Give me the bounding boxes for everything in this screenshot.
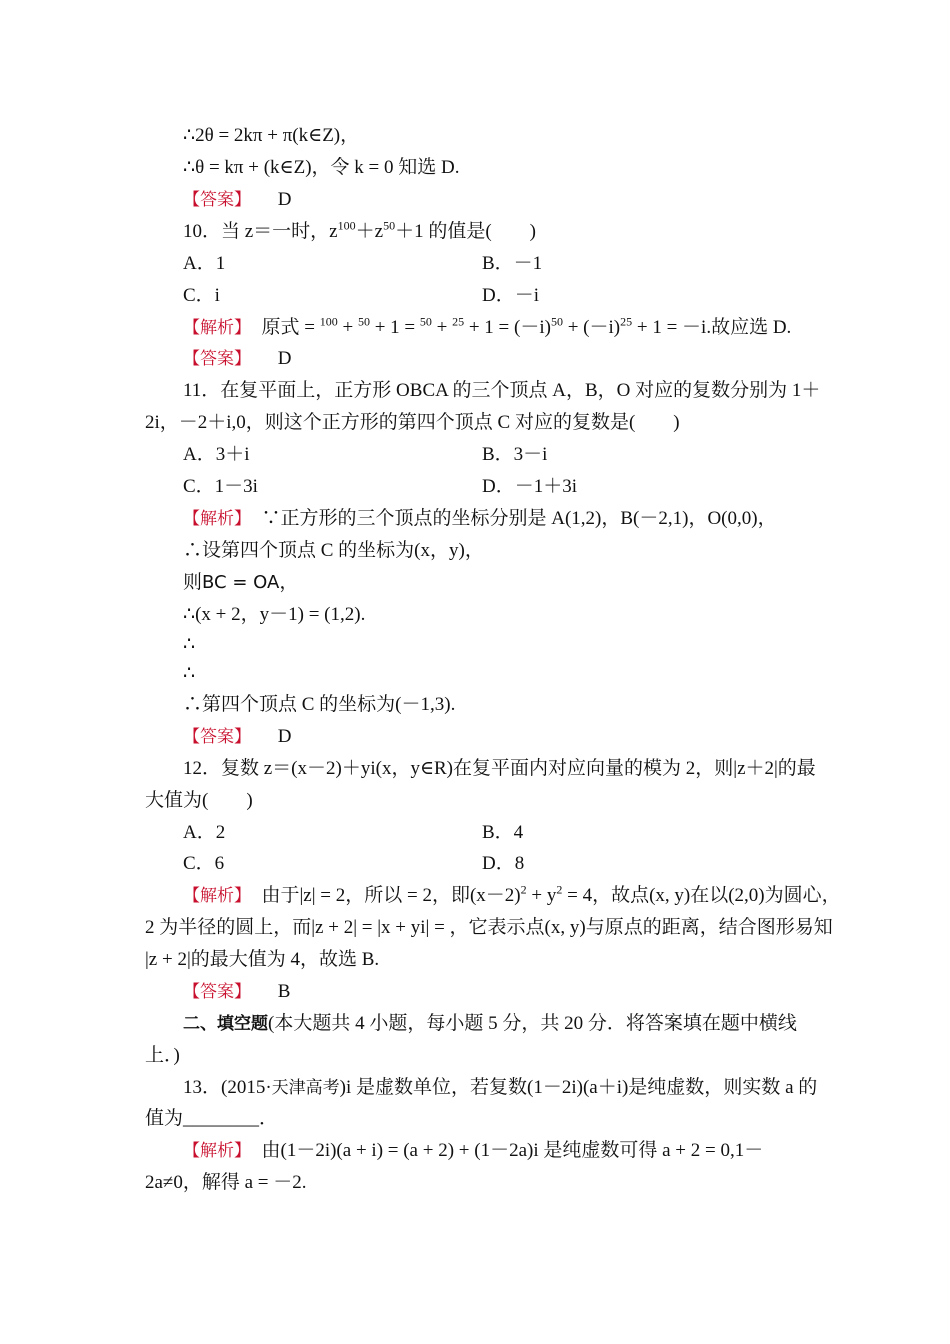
sol10-text: + (－i)	[562, 317, 621, 338]
sol10-sup: 50	[550, 314, 563, 329]
question-13-line-2: 值为________．	[145, 1108, 279, 1129]
question-11-line-2: 2i，－2＋i,0，则这个正方形的第四个顶点 C 对应的复数是( )	[145, 412, 680, 433]
solution-tag: 【解析】	[183, 886, 243, 906]
q12-option-a: A．2	[183, 822, 226, 843]
question-11-line-1: 11．在复平面上，正方形 OBCA 的三个顶点 A，B，O 对应的复数分别为 1＋	[183, 380, 821, 401]
q13-source: 天津高考	[271, 1078, 340, 1098]
solution-12-line-3: |z + 2|的最大值为 4，故选 B.	[145, 949, 380, 970]
question-12-line-1: 12．复数 z＝(x－2)＋yi(x，y∈R)在复平面内对应向量的模为 2，则|z＋2|的最	[183, 758, 816, 779]
sol12-sup: 2	[520, 882, 527, 897]
solution-11-line-3	[183, 571, 298, 595]
line-theta-2: ∴θ = kπ + (k∈Z)，令 k = 0 知选 D.	[183, 157, 460, 178]
section-2-line-2: 上．)	[145, 1045, 180, 1066]
q10-text: 10．当 z＝一时，z	[183, 221, 338, 242]
sol11-text: 则	[183, 572, 203, 593]
answer-value: D	[277, 348, 292, 369]
sol10-sup: 100	[319, 314, 338, 329]
q12-option-d: D．8	[482, 853, 525, 874]
sol10-sup: 50	[357, 314, 370, 329]
sol11-text: ∵正方形的三个顶点的坐标分别是 A(1,2)，B(－2,1)，O(0,0)，	[242, 508, 777, 529]
question-13-line-1	[183, 1076, 817, 1100]
section-2-heading	[183, 1012, 797, 1036]
sol12-text: + y	[526, 885, 557, 906]
solution-11-line-1	[183, 507, 777, 531]
solution-tag: 【解析】	[183, 509, 243, 529]
answer-tag: 【答案】	[183, 190, 251, 210]
q10-text: ＋1 的值是( )	[395, 221, 536, 242]
answer-tag: 【答案】	[183, 982, 251, 1002]
solution-11-line-4: ∴(x + 2，y－1) = (1,2).	[183, 604, 366, 625]
line-theta-1: ∴2θ = 2kπ + π(k∈Z)，	[183, 125, 360, 146]
sol10-sup: 25	[452, 314, 465, 329]
sol10-text: +	[337, 317, 358, 338]
q11-option-d: D．－1＋3i	[482, 476, 578, 497]
q13-text: 13．(2015·	[183, 1077, 272, 1098]
q10-text: ＋z	[355, 221, 384, 242]
answer-9	[183, 188, 291, 212]
sol10-text: 原式 =	[242, 317, 320, 338]
sol10-sup: 50	[419, 314, 432, 329]
sol13-text: 由(1－2i)(a + i) = (a + 2) + (1－2a)i 是纯虚数可得 a + 2 = 0,1－	[242, 1140, 764, 1161]
answer-10	[183, 347, 291, 371]
solution-12-line-1	[183, 884, 841, 908]
q10-sup: 50	[383, 218, 396, 233]
sol12-text: 由于|z| = 2，所以 = 2，即(x－2)	[242, 885, 521, 906]
solution-13-line-2: 2a≠0，解得 a = －2.	[145, 1172, 307, 1193]
answer-11	[183, 725, 291, 749]
solution-tag: 【解析】	[183, 1141, 243, 1161]
q11-option-c: C．1－3i	[183, 476, 258, 497]
q12-option-b: B．4	[482, 822, 524, 843]
solution-12-line-2: 2 为半径的圆上，而|z + 2| = |x + yi| = ，它表示点(x, y)与原点的距离，结合图形易知	[145, 917, 833, 938]
solution-13-line-1	[183, 1139, 763, 1163]
answer-tag: 【答案】	[183, 727, 251, 747]
sol10-text: + 1 =	[369, 317, 420, 338]
solution-11-line-5: ∴	[183, 634, 196, 655]
sol12-sup: 2	[556, 882, 563, 897]
answer-value: B	[277, 981, 291, 1002]
sol10-text: +	[431, 317, 453, 338]
answer-value: D	[277, 726, 292, 747]
solution-11-line-2: ∴设第四个顶点 C 的坐标为(x，y)，	[183, 540, 484, 561]
section-instructions: (本大题共 4 小题，每小题 5 分，共 20 分．将答案填在题中横线	[268, 1013, 797, 1034]
q10-option-b: B．－1	[482, 253, 543, 274]
answer-value: D	[277, 189, 292, 210]
vector-equation: BC = OA	[202, 572, 280, 593]
question-12-line-2: 大值为( )	[145, 790, 253, 811]
solution-11-line-7: ∴第四个顶点 C 的坐标为(－1,3).	[183, 694, 456, 715]
sol10-sup: 25	[620, 314, 633, 329]
answer-tag: 【答案】	[183, 349, 251, 369]
sol10-text: + 1 = (－i)	[464, 317, 551, 338]
solution-10	[183, 316, 791, 340]
answer-12	[183, 980, 290, 1004]
question-10	[183, 220, 536, 244]
q10-option-a: A．1	[183, 253, 226, 274]
q10-option-d: D．－i	[482, 285, 540, 306]
q13-text: )i 是虚数单位，若复数(1－2i)(a＋i)是纯虚数，则实数 a 的	[339, 1077, 818, 1098]
sol11-text: ，	[279, 572, 299, 593]
q12-option-c: C．6	[183, 853, 225, 874]
q10-sup: 100	[337, 218, 356, 233]
sol12-text: = 4，故点(x, y)在以(2,0)为圆心，	[562, 885, 841, 906]
solution-11-line-6: ∴	[183, 663, 196, 684]
section-title: 二、填空题	[183, 1014, 268, 1034]
q11-option-b: B．3－i	[482, 444, 548, 465]
q11-option-a: A．3＋i	[183, 444, 250, 465]
q10-option-c: C．i	[183, 285, 220, 306]
sol10-text: + 1 = －i.故应选 D.	[632, 317, 792, 338]
solution-tag: 【解析】	[183, 318, 243, 338]
